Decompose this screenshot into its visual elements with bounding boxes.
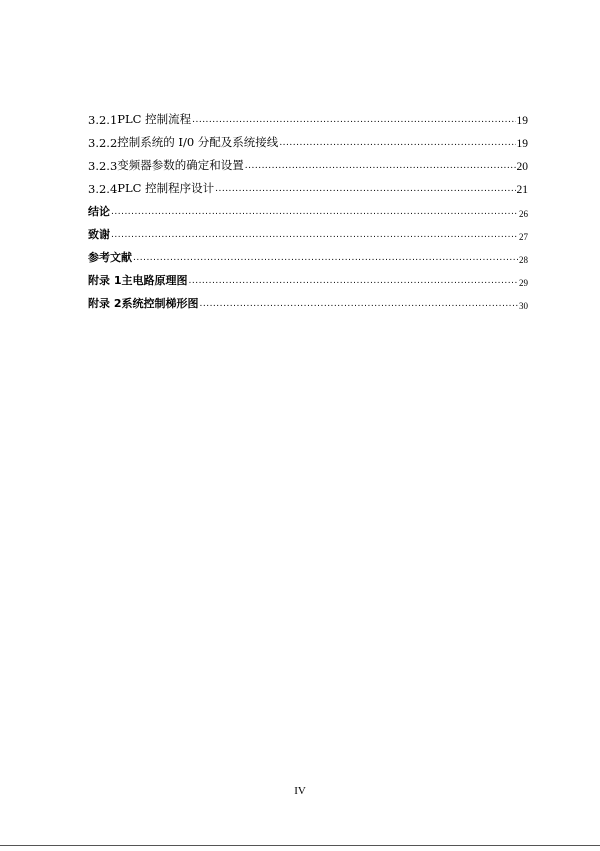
toc-entry-3-2-1[interactable]	[88, 104, 528, 127]
dot-leader	[133, 253, 518, 265]
entry-page-number: 19	[516, 138, 528, 150]
entry-number: 3.2.2	[88, 136, 118, 150]
entry-number: 3.2.4	[88, 182, 118, 196]
toc-entry-3-2-4[interactable]	[88, 173, 528, 196]
dot-leader	[192, 115, 515, 127]
entry-number: 3.2.3	[88, 159, 118, 173]
entry-title: 系统控制梯形图	[121, 297, 199, 310]
dot-leader	[188, 276, 518, 288]
entry-page-number: 30	[519, 301, 528, 311]
toc-entry-3-2-3[interactable]	[88, 150, 528, 173]
toc-entry-3-2-2[interactable]	[88, 127, 528, 150]
toc-entry-references[interactable]	[88, 242, 528, 265]
entry-page-number: 21	[516, 184, 528, 196]
dot-leader	[111, 230, 518, 242]
entry-title: 致谢	[88, 228, 110, 241]
entry-page-number: 26	[519, 209, 528, 219]
dot-leader	[215, 184, 515, 196]
footer-divider	[0, 845, 600, 846]
toc-entry-conclusion[interactable]	[88, 196, 528, 219]
entry-title: PLC 控制程序设计	[117, 181, 215, 195]
toc-entry-appendix-1[interactable]	[88, 265, 528, 288]
table-of-contents	[88, 104, 528, 311]
page-number: IV	[294, 785, 306, 797]
dot-leader	[279, 138, 515, 150]
entry-page-number: 28	[519, 255, 528, 265]
entry-number: 附录 2	[88, 297, 122, 310]
entry-title: 主电路原理图	[121, 274, 188, 287]
toc-entry-appendix-2[interactable]	[88, 288, 528, 311]
entry-page-number: 29	[519, 278, 528, 288]
entry-title: 控制系统的 I/0 分配及系统接线	[117, 135, 279, 149]
entry-number: 3.2.1	[88, 113, 118, 127]
dot-leader	[199, 299, 518, 311]
entry-title: 参考文献	[88, 251, 132, 264]
entry-page-number: 20	[516, 161, 528, 173]
entry-page-number: 19	[516, 115, 528, 127]
toc-entry-acknowledgements[interactable]	[88, 219, 528, 242]
dot-leader	[111, 207, 518, 219]
entry-number: 附录 1	[88, 274, 122, 287]
entry-page-number: 27	[519, 232, 528, 242]
entry-title: 变频器参数的确定和设置	[117, 158, 244, 172]
dot-leader	[245, 161, 516, 173]
entry-title: PLC 控制流程	[117, 112, 192, 126]
entry-title: 结论	[88, 205, 110, 218]
